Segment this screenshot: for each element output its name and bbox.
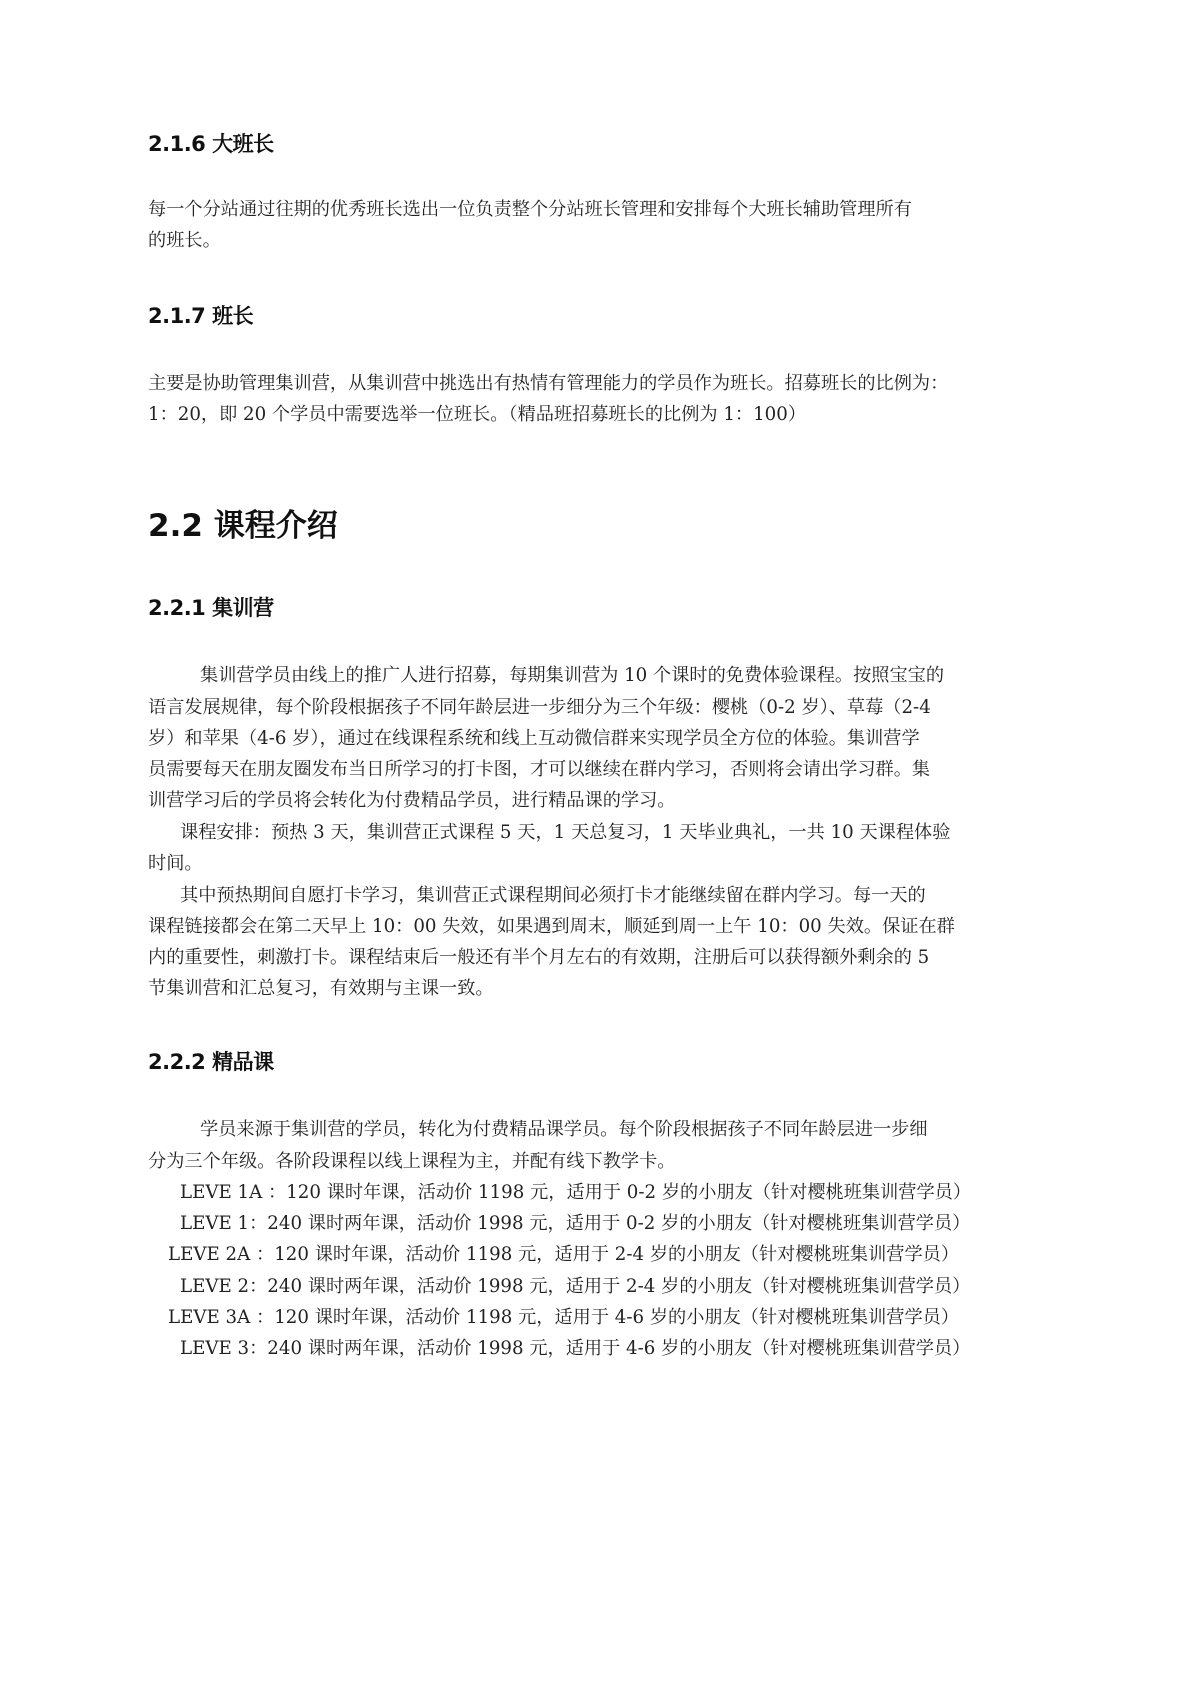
paragraph-line: 的班长。 [148,230,221,251]
heading-2-2-1: 2.2.1 集训营 [148,596,274,620]
level-item: LEVE 3：240 课时两年课，活动价 1998 元，适用于 4-6 岁的小朋友（针对樱桃班集训营学员） [180,1338,971,1359]
paragraph-line: 每一个分站通过往期的优秀班长选出一位负责整个分站班长管理和安排每个大班长辅助管理所有 [148,199,912,220]
heading-2-2: 2.2 课程介绍 [148,508,338,544]
level-item: LEVE 1A ：120 课时年课，活动价 1198 元，适用于 0-2 岁的小朋友（针对樱桃班集训营学员） [180,1182,972,1203]
level-item: LEVE 2A ：120 课时年课，活动价 1198 元，适用于 2-4 岁的小朋友（针对樱桃班集训营学员） [168,1244,960,1265]
level-item: LEVE 1：240 课时两年课，活动价 1998 元，适用于 0-2 岁的小朋友（针对樱桃班集训营学员） [180,1213,971,1234]
paragraph-line: 时间。 [148,853,203,874]
paragraph-line: 学员来源于集训营的学员，转化为付费精品课学员。每个阶段根据孩子不同年龄层进一步细 [200,1119,928,1140]
paragraph-line: 1：20，即 20 个学员中需要选举一位班长。（精品班招募班长的比例为 1：100） [148,404,807,425]
level-item: LEVE 2：240 课时两年课，活动价 1998 元，适用于 2-4 岁的小朋友（针对樱桃班集训营学员） [180,1276,971,1297]
paragraph-line: 节集训营和汇总复习，有效期与主课一致。 [148,978,494,999]
paragraph-line: 岁）和苹果（4-6 岁），通过在线课程系统和线上互动微信群来实现学员全方位的体验。集训营学 [148,728,920,749]
heading-2-2-2: 2.2.2 精品课 [148,1050,274,1074]
paragraph-line: 内的重要性，刺激打卡。课程结束后一般还有半个月左右的有效期，注册后可以获得额外剩余的 5 [148,947,930,968]
level-item: LEVE 3A ：120 课时年课，活动价 1198 元，适用于 4-6 岁的小朋友（针对樱桃班集训营学员） [168,1307,960,1328]
heading-2-1-7: 2.1.7 班长 [148,304,254,328]
heading-2-1-6: 2.1.6 大班长 [148,132,274,156]
paragraph-line: 其中预热期间自愿打卡学习，集训营正式课程期间必须打卡才能继续留在群内学习。每一天的 [180,885,926,906]
paragraph-line: 主要是协助管理集训营，从集训营中挑选出有热情有管理能力的学员作为班长。招募班长的比例为： [148,373,949,394]
paragraph-line: 语言发展规律，每个阶段根据孩子不同年龄层进一步细分为三个年级：樱桃（0-2 岁）、草莓（2-4 [148,697,931,718]
paragraph-line: 训营学习后的学员将会转化为付费精品学员，进行精品课的学习。 [148,790,676,811]
paragraph-line: 集训营学员由线上的推广人进行招募，每期集训营为 10 个课时的免费体验课程。按照宝宝的 [200,665,945,686]
paragraph-line: 课程安排：预热 3 天，集训营正式课程 5 天，1 天总复习，1 天毕业典礼，一共 10 天课程体验 [180,822,951,843]
paragraph-line: 课程链接都会在第二天早上 10：00 失效，如果遇到周末，顺延到周一上午 10：00 失效。保证在群 [148,916,955,937]
paragraph-line: 分为三个年级。各阶段课程以线上课程为主，并配有线下教学卡。 [148,1151,676,1172]
paragraph-line: 员需要每天在朋友圈发布当日所学习的打卡图，才可以继续在群内学习，否则将会请出学习群。集 [148,759,931,780]
